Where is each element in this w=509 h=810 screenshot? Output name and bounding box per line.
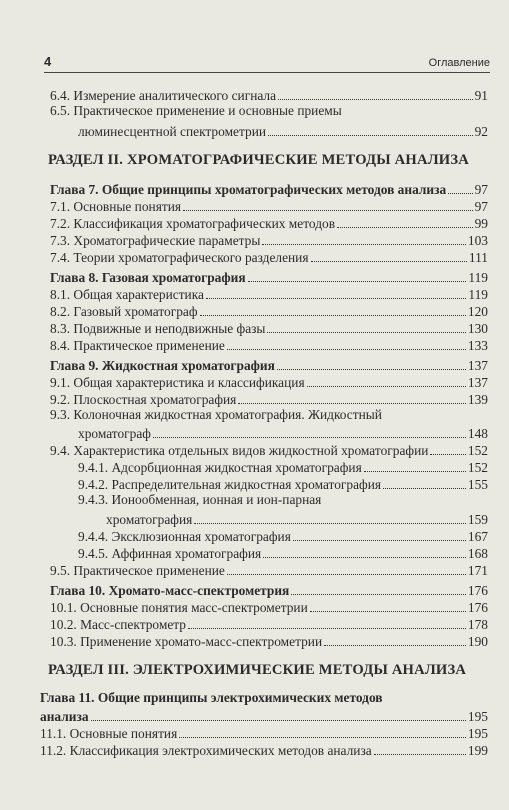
chapter-title: Глава 7. Общие принципы хроматографических методов анализа [50,182,447,197]
toc-entry [50,231,488,248]
entry-title: 9.4.2. Распределительная жидкостная хроматография [78,477,382,492]
entry-title: 9.4.3. Ионообменная, ионная и ион-парная [78,492,322,507]
toc-entry [50,615,488,632]
entry-page-number: 133 [467,338,488,353]
entry-title: 11.2. Классификация электрохимических методов анализа [40,743,372,758]
section-heading: РАЗДЕЛ III. ЭЛЕКТРОХИМИЧЕСКИЕ МЕТОДЫ АНАЛИЗА [48,662,467,678]
toc-chapter-entry [40,707,488,724]
toc-entry [78,424,488,441]
entry-page-number: 97 [474,182,488,197]
dot-leader [188,628,466,629]
chapter-title: Глава 10. Хромато-масс-спектрометрия [50,583,290,598]
entry-title: хроматограф [78,426,151,441]
toc-chapter-entry [50,356,488,373]
dot-leader [200,315,466,316]
entry-page-number: 199 [467,743,488,758]
entry-page-number: 130 [467,321,488,336]
dot-leader [238,403,466,404]
page-number: 4 [44,54,52,69]
dot-leader [293,540,466,541]
entry-page-number: 97 [474,199,488,214]
toc-entry [50,632,488,649]
dot-leader [430,454,465,455]
dot-leader [248,281,467,282]
dot-leader [278,99,473,100]
toc-entry [50,214,488,231]
entry-page-number: 190 [467,634,488,649]
entry-page-number: 168 [467,546,488,561]
entry-title: 9.2. Плоскостная хроматография [50,392,237,407]
chapter-title: Глава 11. Общие принципы электрохимических методов [40,690,383,705]
entry-title: 8.3. Подвижные и неподвижные фазы [50,321,266,336]
entry-title: 10.3. Применение хромато-масс-спектрометрии [50,634,323,649]
dot-leader [206,298,466,299]
entry-title: 6.4. Измерение аналитического сигнала [50,88,277,103]
entry-page-number: 91 [474,88,488,103]
dot-leader [179,737,466,738]
entry-title: 9.4. Характеристика отдельных видов жидкостной хроматографии [50,443,429,458]
dot-leader [291,594,466,595]
entry-page-number: 119 [468,270,488,285]
entry-page-number: 155 [467,477,488,492]
entry-page-number: 159 [467,512,488,527]
entry-title: 9.3. Колоночная жидкостная хроматография. Жидкостный [50,407,382,422]
dot-leader [307,386,466,387]
toc-chapter-entry [50,180,488,197]
toc-entry [50,302,488,319]
entry-page-number: 167 [467,529,488,544]
entry-page-number: 195 [467,726,488,741]
entry-title: 9.5. Практическое применение [50,563,225,578]
entry-title: 10.2. Масс-спектрометр [50,617,186,632]
toc-entry [50,561,488,578]
entry-page-number: 148 [467,426,488,441]
dot-leader [448,193,472,194]
toc-entry [50,390,488,407]
entry-title: 7.2. Классификация хроматографических методов [50,216,336,231]
chapter-title: Глава 8. Газовая хроматография [50,270,246,285]
entry-title: 9.4.4. Эксклюзионная хроматография [78,529,291,544]
entry-title: 7.3. Хроматографические параметры [50,233,261,248]
toc-entry [78,458,488,475]
entry-title: 7.1. Основные понятия [50,199,182,214]
entry-title: 9.1. Общая характеристика и классификация [50,375,305,390]
entry-page-number: 176 [467,583,488,598]
entry-title: 8.2. Газовый хроматограф [50,304,198,319]
entry-title: 6.5. Практическое применение и основные приемы [50,103,342,118]
toc-entry [40,741,488,758]
entry-page-number: 103 [467,233,488,248]
dot-leader [383,488,466,489]
entry-title: 9.4.5. Аффинная хроматография [78,546,262,561]
entry-page-number: 152 [467,443,488,458]
toc-entry [78,544,488,561]
running-title: Оглавление [428,57,490,69]
entry-title: 10.1. Основные понятия масс-спектрометрии [50,600,308,615]
dot-leader [277,369,466,370]
entry-page-number: 99 [474,216,488,231]
dot-leader [268,135,473,136]
entry-title: 8.1. Общая характеристика [50,287,204,302]
dot-leader [183,210,473,211]
dot-leader [263,557,466,558]
toc-entry [78,475,488,492]
dot-leader [267,332,465,333]
page-header [44,52,490,73]
toc-entry [50,441,488,458]
section-heading: РАЗДЕЛ II. ХРОМАТОГРАФИЧЕСКИЕ МЕТОДЫ АНАЛИЗА [48,152,469,168]
entry-page-number: 178 [467,617,488,632]
entry-page-number: 137 [467,375,488,390]
toc-entry [50,373,488,390]
dot-leader [337,227,473,228]
dot-leader [227,574,466,575]
toc-chapter-entry [50,581,488,598]
entry-title: 7.4. Теории хроматографического разделения [50,250,309,265]
entry-page-number: 176 [467,600,488,615]
dot-leader [364,471,466,472]
toc-entry [50,285,488,302]
toc-entry [50,86,488,103]
entry-page-number: 195 [467,709,488,724]
entry-page-number: 92 [474,124,488,139]
toc-entry [50,319,488,336]
entry-page-number: 111 [468,250,488,265]
dot-leader [153,437,466,438]
toc-chapter-entry [50,268,488,285]
toc-entry [78,527,488,544]
chapter-title: анализа [40,709,89,724]
dot-leader [374,754,466,755]
entry-page-number: 171 [467,563,488,578]
dot-leader [91,720,466,721]
dot-leader [227,349,466,350]
toc-entry [106,510,488,527]
entry-title: хроматография [106,512,193,527]
dot-leader [194,523,466,524]
toc-entry [50,336,488,353]
toc-entry [78,122,488,139]
toc-entry [50,598,488,615]
entry-title: 9.4.1. Адсорбционная жидкостная хроматография [78,460,362,475]
entry-title: 11.1. Основные понятия [40,726,178,741]
dot-leader [311,261,467,262]
entry-page-number: 137 [467,358,488,373]
dot-leader [310,611,466,612]
dot-leader [262,244,466,245]
entry-title: 8.4. Практическое применение [50,338,225,353]
entry-page-number: 152 [467,460,488,475]
entry-page-number: 120 [467,304,488,319]
entry-page-number: 119 [468,287,488,302]
entry-title: люминесцентной спектрометрии [78,124,267,139]
chapter-title: Глава 9. Жидкостная хроматография [50,358,275,373]
toc-entry [50,248,488,265]
toc-entry [50,197,488,214]
toc-entry [40,724,488,741]
entry-page-number: 139 [467,392,488,407]
dot-leader [324,645,466,646]
